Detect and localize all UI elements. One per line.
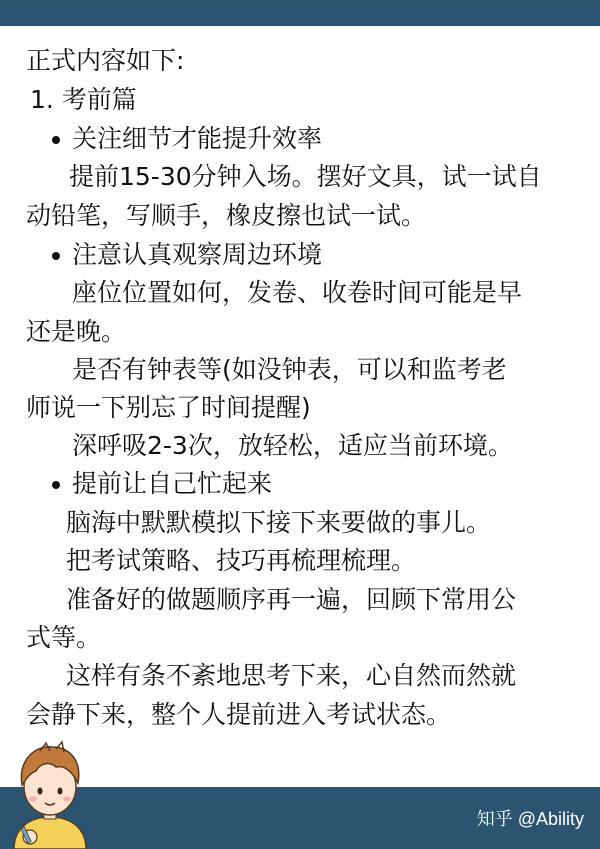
paragraph-line: 还是晚。	[26, 317, 127, 346]
intro-text: 正式内容如下:	[26, 46, 185, 75]
top-banner	[0, 0, 600, 26]
bullet-dot	[52, 136, 60, 144]
paragraph-line: 深呼吸2-3次，放轻松，适应当前环境。	[72, 431, 513, 460]
paragraph-line: 座位位置如何，发卷、收卷时间可能是早	[72, 278, 523, 307]
paragraph-line: 动铅笔，写顺手，橡皮擦也试一试。	[26, 201, 427, 230]
bullet-title: 提前让自己忙起来	[72, 469, 273, 498]
section-title: 1. 考前篇	[30, 85, 137, 114]
paragraph-line: 会静下来，整个人提前进入考试状态。	[26, 700, 452, 729]
paragraph-line: 提前15-30分钟入场。摆好文具，试一试自	[69, 162, 542, 191]
paragraph-line: 这样有条不紊地思考下来，心自然而然就	[66, 661, 517, 690]
watermark-text: 知乎 @Ability	[476, 809, 584, 829]
paragraph-line: 是否有钟表等(如没钟表，可以和监考老	[72, 355, 507, 384]
document-body	[0, 26, 600, 786]
paragraph-line: 脑海中默默模拟下接下来要做的事儿。	[66, 508, 492, 537]
bullet-dot	[52, 481, 60, 489]
paragraph-line: 准备好的做题顺序再一遍，回顾下常用公	[66, 585, 517, 614]
paragraph-line: 师说一下别忘了时间提醒)	[26, 393, 311, 422]
cartoon-student-icon	[0, 737, 100, 849]
paragraph-line: 式等。	[26, 623, 102, 652]
bullet-title: 注意认真观察周边环境	[72, 240, 323, 269]
bullet-dot	[52, 252, 60, 260]
bullet-title: 关注细节才能提升效率	[72, 124, 323, 153]
paragraph-line: 把考试策略、技巧再梳理梳理。	[66, 546, 417, 575]
